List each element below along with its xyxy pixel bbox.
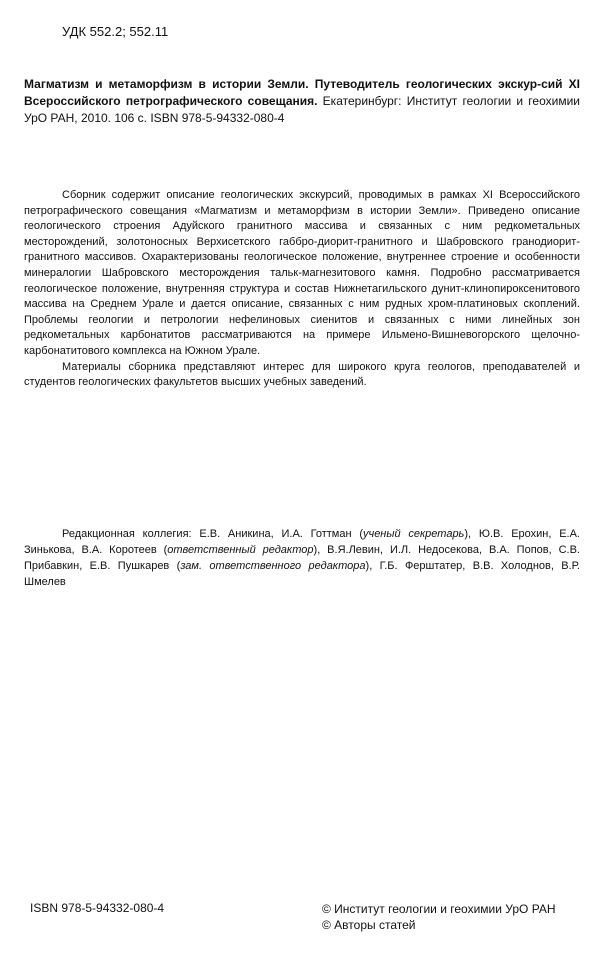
editor-role-secretary: ученый секретарь	[363, 528, 465, 540]
copyright-institute: © Институт геологии и геохимии УрО РАН	[322, 902, 556, 916]
copyright-authors: © Авторы статей	[322, 918, 416, 932]
book-imprint: Екатеринбург: Институт геологии и геохимии УрО РАН, 2010. 106 с. ISBN 978-5-94332-080-4	[24, 94, 580, 125]
editor-role-chief: ответственный редактор	[167, 544, 314, 556]
udc-code: УДК 552.2; 552.11	[62, 24, 169, 39]
editors-text-3: ), В.Я.Левин, И.Л. Недосекова, В.А. Попов, С.В. Прибавкин, Е.В. Пушкарев (	[24, 544, 580, 572]
bibliographic-record	[24, 76, 580, 127]
book-title: Магматизм и метаморфизм в истории Земли. Путеводитель геологических экскур-сий XI Всероссийского петрографического совещания.	[24, 77, 580, 108]
editor-role-deputy: зам. ответственного редактора	[180, 560, 366, 572]
editors-text-4: ), Г.Б. Ферштатер, В.В. Холоднов, В.Р. Шмелев	[24, 560, 580, 588]
editors-text-2: ), Ю.В. Ерохин, Е.А. Зинькова, В.А. Коротеев (	[24, 528, 580, 556]
editorial-board	[24, 526, 580, 590]
footer-isbn: ISBN 978-5-94332-080-4	[30, 901, 165, 915]
editors-text-1: Редакционная коллегия: Е.В. Аникина, И.А. Готтман (	[62, 528, 363, 540]
copyright-block	[322, 901, 556, 933]
abstract-paragraph-1: Сборник содержит описание геологических экскурсий, проводимых в рамках XI Всероссийского петрографического совещания «Магматизм и метаморфизм в истории Земли». Приведено описание геологического строения Адуйского гранитного массива и связанных с ним редкометальных месторождений, золотоносных Верхисетского габбро-диорит-гранитного и Шабровского гранодиорит-гранитного массивов. Охарактеризованы геологическое положение, внутреннее строение и особенности минералогии Шабровского месторождения тальк-магнезитового камня. Подробно рассматривается геологическое положение, внутренняя структура и состав Нижнетагильского дунит-клинопироксенитового массива на Среднем Урале и дается описание, связанных с ним рудных хром-платиновых скоплений. Проблемы геологии и петрологии нефелиновых сиенитов и связанных с ними линейных зон редкометальных карбонатитов рассматриваются на примере Ильмено-Вишневогорского щелочно-карбонатитового комплекса на Южном Урале.	[24, 189, 580, 357]
abstract	[24, 188, 580, 391]
abstract-paragraph-2: Материалы сборника представляют интерес для широкого круга геологов, преподавателей и студентов геологических факультетов высших учебных заведений.	[24, 360, 580, 389]
